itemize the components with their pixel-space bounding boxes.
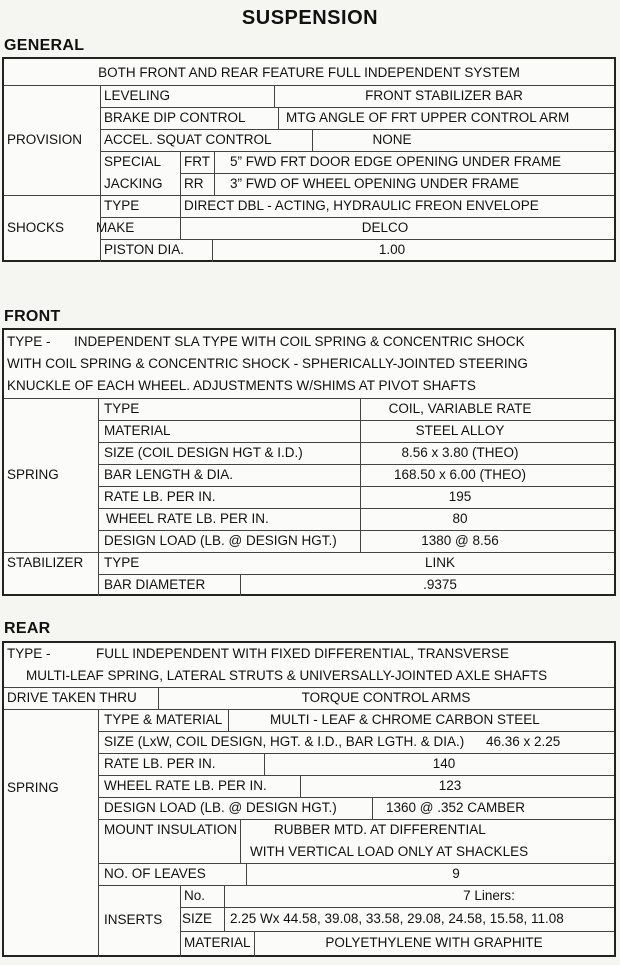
frt-label: FRT [184,154,210,169]
special-label: SPECIAL [104,154,162,169]
rr-label: RR [184,176,204,191]
front-spring-row-label: BAR LENGTH & DIA. [104,467,234,482]
shocks-label: SHOCKS [7,220,65,235]
front-spring-row-value: COIL, VARIABLE RATE [388,401,532,416]
stabilizer-bar-value: .9375 [423,577,457,592]
drive-label: DRIVE TAKEN THRU [7,690,137,705]
type-material-label: TYPE & MATERIAL [104,712,223,727]
shock-type-label: TYPE [104,198,140,213]
stabilizer-type-label: TYPE [104,555,140,570]
stabilizer-type-value: LINK [424,555,455,570]
front-type-line-3: KNUCKLE OF EACH WHEEL. ADJUSTMENTS W/SHIMS AT PIVOT SHAFTS [7,378,476,393]
page-title: SUSPENSION [241,7,379,29]
inserts-no-value: 7 Liners: [463,888,515,903]
rear-design-load-value: 1360 @ .352 CAMBER [386,800,526,815]
rear-type-line-2: MULTI-LEAF SPRING, LATERAL STRUTS & UNIVERSALLY-JOINTED AXLE SHAFTS [26,668,548,683]
front-spring-row-value: 80 [452,511,468,526]
leaves-value: 9 [452,866,460,881]
rear-size-label: SIZE (LxW, COIL DESIGN, HGT. & I.D., BAR LGTH. & DIA.) [104,734,465,749]
shock-make-value: DELCO [361,220,409,235]
front-type-label: TYPE - [7,334,51,349]
provision-label: PROVISION [7,132,83,147]
rear-rate-value: 140 [432,756,456,771]
accel-squat-label: ACCEL. SQUAT CONTROL [104,132,272,147]
front-type-line-2: WITH COIL SPRING & CONCENTRIC SHOCK - SPHERICALLY-JOINTED STEERING [7,356,528,371]
front-spring-row-value: 195 [448,489,472,504]
rear-wheel-rate-value: 123 [438,778,462,793]
front-type-line-1: INDEPENDENT SLA TYPE WITH COIL SPRING & CONCENTRIC SHOCK [74,334,525,349]
leveling-value: FRONT STABILIZER BAR [365,88,523,103]
general-banner: BOTH FRONT AND REAR FEATURE FULL INDEPENDENT SYSTEM [98,65,520,80]
front-spring-label: SPRING [7,467,59,482]
brake-dip-value: MTG ANGLE OF FRT UPPER CONTROL ARM [286,110,570,125]
jacking-label: JACKING [104,176,163,191]
type-material-value: MULTI - LEAF & CHROME CARBON STEEL [270,712,540,727]
mount-insulation-value-2: WITH VERTICAL LOAD ONLY AT SHACKLES [250,844,529,859]
leaves-label: NO. OF LEAVES [104,866,206,881]
drive-value: TORQUE CONTROL ARMS [301,690,471,705]
rear-type-line-1: FULL INDEPENDENT WITH FIXED DIFFERENTIAL, TRANSVERSE [96,646,510,661]
front-spring-row-label: RATE LB. PER IN. [104,489,216,504]
front-spring-row-value: 1380 @ 8.56 [421,533,499,548]
frt-value: 5” FWD FRT DOOR EDGE OPENING UNDER FRAME [230,154,562,169]
rear-table [2,641,616,957]
front-spring-row-label: WHEEL RATE LB. PER IN. [106,511,269,526]
accel-squat-value: NONE [372,132,412,147]
stabilizer-label: STABILIZER [7,555,84,570]
inserts-no-label: No. [184,888,206,903]
piston-label: PISTON DIA. [104,242,185,257]
front-spring-row-label: MATERIAL [104,423,171,438]
inserts-material-value: POLYETHYLENE WITH GRAPHITE [325,935,543,950]
rear-wheel-rate-label: WHEEL RATE LB. PER IN. [104,778,267,793]
rear-rate-label: RATE LB. PER IN. [104,756,216,771]
shock-type-value: DIRECT DBL - ACTING, HYDRAULIC FREON ENVELOPE [184,198,539,213]
front-spring-row-value: 168.50 x 6.00 (THEO) [393,467,527,482]
piston-value: 1.00 [378,242,406,257]
inserts-label: INSERTS [104,912,163,927]
general-heading: GENERAL [4,37,85,54]
inserts-size-label: SIZE [182,911,213,926]
rear-design-load-label: DESIGN LOAD (LB. @ DESIGN HGT.) [104,800,337,815]
mount-insulation-value-1: RUBBER MTD. AT DIFFERENTIAL [274,822,486,837]
leveling-label: LEVELING [104,88,171,103]
rear-heading: REAR [4,620,51,637]
front-spring-row-label: DESIGN LOAD (LB. @ DESIGN HGT.) [104,533,337,548]
front-spring-row-label: TYPE [104,401,140,416]
mount-insulation-label: MOUNT INSULATION [104,822,238,837]
stabilizer-bar-label: BAR DIAMETER [104,577,206,592]
inserts-material-label: MATERIAL [184,935,251,950]
front-spring-row-value: 8.56 x 3.80 (THEO) [401,445,519,460]
rear-size-value: 46.36 x 2.25 [486,734,561,749]
rear-spring-label: SPRING [7,780,59,795]
front-spring-row-value: STEEL ALLOY [415,423,505,438]
brake-dip-label: BRAKE DIP CONTROL [104,110,246,125]
front-heading: FRONT [4,308,61,325]
rr-value: 3” FWD OF WHEEL OPENING UNDER FRAME [230,176,520,191]
inserts-size-value: 2.25 Wx 44.58, 39.08, 33.58, 29.08, 24.58, 15.58, 11.08 [230,911,564,926]
front-spring-row-label: SIZE (COIL DESIGN HGT & I.D.) [104,445,303,460]
general-table [2,57,616,262]
rear-type-label: TYPE - [7,646,51,661]
shock-make-label: MAKE [96,220,135,235]
front-table [2,328,616,596]
